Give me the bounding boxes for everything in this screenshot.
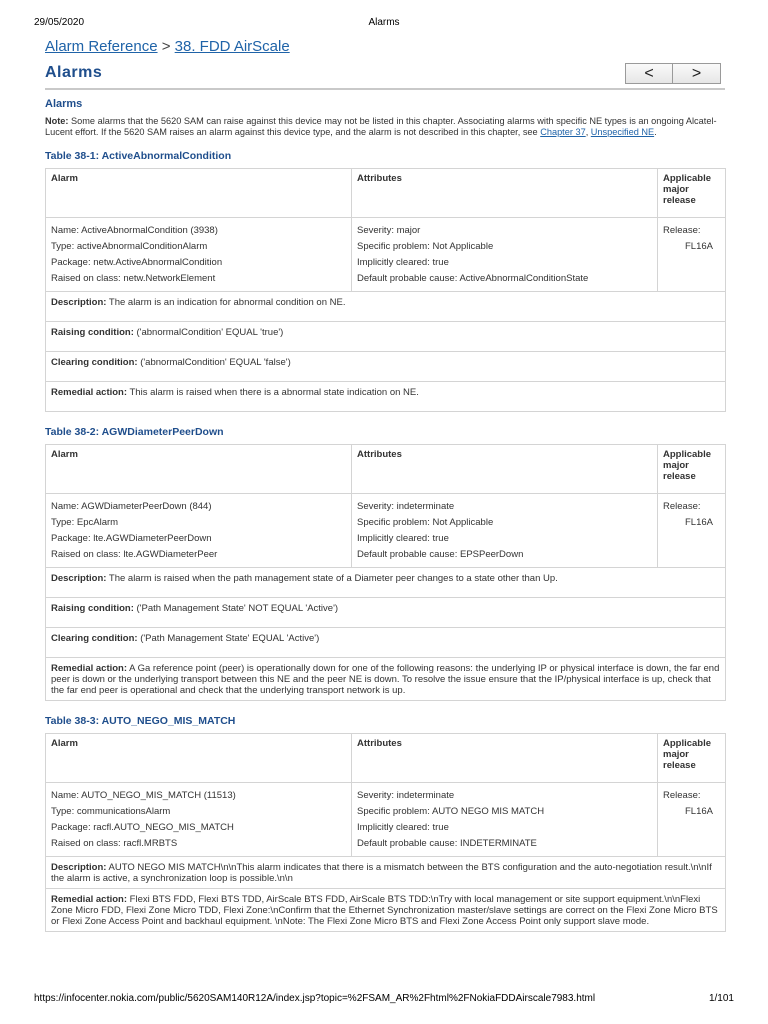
header-release: Applicable major release — [658, 734, 726, 783]
note-separator: , — [585, 127, 591, 137]
remedial-action-row — [46, 658, 726, 701]
title-bar — [45, 62, 725, 90]
chevron-right-icon: > — [691, 64, 702, 82]
breadcrumb-link-fdd-airscale[interactable]: 38. FDD AirScale — [174, 38, 290, 55]
alarm-table — [45, 733, 726, 932]
next-page-button[interactable] — [673, 63, 721, 84]
previous-page-button[interactable] — [625, 63, 673, 84]
release-label: Release: — [663, 501, 701, 512]
attr-implicitly-cleared: Implicitly cleared: true — [357, 533, 449, 544]
attr-severity: Severity: major — [357, 225, 421, 236]
alarm-package: Package: racfl.AUTO_NEGO_MIS_MATCH — [51, 822, 234, 833]
attributes-cell — [352, 783, 658, 857]
link-unspecified-ne[interactable]: Unspecified NE — [590, 127, 655, 137]
header-attributes: Attributes — [352, 169, 658, 218]
clearing-label: Clearing condition: — [51, 633, 138, 644]
remedial-text: This alarm is raised when there is a abnormal state indication on NE. — [127, 387, 419, 398]
clearing-text: ('Path Management State' EQUAL 'Active') — [137, 633, 320, 644]
raising-label: Raising condition: — [51, 327, 134, 338]
table-header-row — [46, 734, 726, 783]
release-cell — [658, 218, 726, 292]
note-paragraph — [45, 116, 725, 138]
alarm-raised-on: Raised on class: netw.NetworkElement — [51, 273, 216, 284]
release-value: FL16A — [685, 517, 713, 528]
note-text: Some alarms that the 5620 SAM can raise against this device may not be listed in this chapter. Associating alarms with specific NE types is an ongoing Alcatel-Lucent effort. If the 5620 SAM raises an alarm against this device type, and the alarm is not described in this chapter, see — [45, 116, 717, 137]
remedial-text: A Ga reference point (peer) is operationally down for one of the following reasons: the underlying IP or physical interface is down, the far end peer is down or the underlying transport between this NE and the peer NE is down. To resolve the issue ensure that the IP/physical interface is up, check that the far end peer is operational and check that the underlying transport network is up. — [51, 663, 720, 696]
raising-condition-row — [46, 598, 726, 628]
print-footer — [34, 993, 734, 1007]
alarm-type: Type: activeAbnormalConditionAlarm — [51, 241, 208, 252]
raising-label: Raising condition: — [51, 603, 134, 614]
alarm-name: Name: AUTO_NEGO_MIS_MATCH (11513) — [51, 790, 236, 801]
breadcrumb — [45, 38, 290, 55]
header-attributes: Attributes — [352, 445, 658, 494]
remedial-label: Remedial action: — [51, 663, 128, 674]
header-release: Applicable major release — [658, 445, 726, 494]
clearing-label: Clearing condition: — [51, 357, 138, 368]
attr-specific-problem: Specific problem: AUTO NEGO MIS MATCH — [357, 806, 545, 817]
attr-probable-cause: Default probable cause: EPSPeerDown — [357, 549, 524, 560]
header-alarm: Alarm — [46, 734, 352, 783]
print-date: 29/05/2020 — [34, 17, 85, 28]
alarm-raised-on: Raised on class: lte.AGWDiameterPeer — [51, 549, 218, 560]
alarm-name: Name: AGWDiameterPeerDown (844) — [51, 501, 212, 512]
print-title: Alarms — [368, 17, 400, 28]
description-text: AUTO NEGO MIS MATCH\n\nThis alarm indicates that there is a mismatch between the BTS configuration and the auto-negotiation result.\n\nIf the alarm is active, a synchronization loop is possible.\n\n — [51, 862, 712, 884]
raising-text: ('abnormalCondition' EQUAL 'true') — [133, 327, 284, 338]
description-row — [46, 292, 726, 322]
attr-probable-cause: Default probable cause: ActiveAbnormalConditionState — [357, 273, 589, 284]
alarm-package: Package: netw.ActiveAbnormalCondition — [51, 257, 223, 268]
attr-severity: Severity: indeterminate — [357, 790, 455, 801]
raising-condition-row — [46, 322, 726, 352]
table-header-row — [46, 169, 726, 218]
description-row — [46, 568, 726, 598]
release-value: FL16A — [685, 241, 713, 252]
description-text: The alarm is raised when the path management state of a Diameter peer changes to a state other than Up. — [106, 573, 558, 584]
header-release: Applicable major release — [658, 169, 726, 218]
header-alarm: Alarm — [46, 445, 352, 494]
section-title: Alarms — [45, 98, 83, 110]
raising-text: ('Path Management State' NOT EQUAL 'Active') — [133, 603, 339, 614]
page-number: 1/101 — [708, 993, 734, 1004]
attributes-cell — [352, 218, 658, 292]
description-label: Description: — [51, 297, 107, 308]
release-label: Release: — [663, 225, 701, 236]
description-label: Description: — [51, 573, 107, 584]
alarm-type: Type: EpcAlarm — [51, 517, 119, 528]
note-label: Note: — [45, 116, 69, 126]
table-caption: Table 38-1: ActiveAbnormalCondition — [45, 150, 232, 162]
remedial-label: Remedial action: — [51, 894, 128, 905]
note-end: . — [654, 127, 657, 137]
table-caption: Table 38-3: AUTO_NEGO_MIS_MATCH — [45, 715, 236, 727]
alarm-name: Name: ActiveAbnormalCondition (3938) — [51, 225, 218, 236]
table-row — [46, 218, 726, 292]
header-attributes: Attributes — [352, 734, 658, 783]
remedial-text: Flexi BTS FDD, Flexi BTS TDD, AirScale BTS FDD, AirScale BTS TDD:\nTry with local management or site support equipment.\n\nFlexi Zone Micro FDD, Flexi Zone Micro TDD, Flexi Zone:\nConfirm that the Ethernet Synchronization master/slave settings are correct on the Flexi Zone Micro BTS or Flexi Zone Access Point and backhaul equipment. \nNote: The Flexi Zone Micro BTS and Flexi Zone Access Point only support slave mode. — [51, 894, 718, 927]
description-text: The alarm is an indication for abnormal condition on NE. — [106, 297, 346, 308]
page-nav — [625, 63, 721, 84]
header-alarm: Alarm — [46, 169, 352, 218]
main-content — [45, 98, 725, 946]
alarm-cell — [46, 218, 352, 292]
attr-probable-cause: Default probable cause: INDETERMINATE — [357, 838, 537, 849]
description-label: Description: — [51, 862, 107, 873]
remedial-action-row — [46, 889, 726, 932]
breadcrumb-link-alarm-reference[interactable]: Alarm Reference — [45, 38, 158, 55]
table-row — [46, 783, 726, 857]
attr-specific-problem: Specific problem: Not Applicable — [357, 241, 494, 252]
print-header — [34, 17, 734, 31]
release-cell — [658, 494, 726, 568]
clearing-text: ('abnormalCondition' EQUAL 'false') — [137, 357, 291, 368]
table-caption: Table 38-2: AGWDiameterPeerDown — [45, 426, 224, 438]
release-value: FL16A — [685, 806, 713, 817]
attr-implicitly-cleared: Implicitly cleared: true — [357, 822, 449, 833]
remedial-label: Remedial action: — [51, 387, 128, 398]
clearing-condition-row — [46, 628, 726, 658]
table-row — [46, 494, 726, 568]
attr-severity: Severity: indeterminate — [357, 501, 455, 512]
alarm-type: Type: communicationsAlarm — [51, 806, 171, 817]
attr-implicitly-cleared: Implicitly cleared: true — [357, 257, 449, 268]
chevron-left-icon: < — [644, 64, 654, 82]
breadcrumb-separator: > — [161, 38, 171, 55]
remedial-action-row — [46, 382, 726, 412]
page-title: Alarms — [45, 64, 103, 81]
alarm-cell — [46, 783, 352, 857]
alarm-table — [45, 444, 726, 701]
release-label: Release: — [663, 790, 701, 801]
clearing-condition-row — [46, 352, 726, 382]
alarm-table — [45, 168, 726, 412]
attributes-cell — [352, 494, 658, 568]
description-row — [46, 857, 726, 889]
link-chapter-37[interactable]: Chapter 37 — [540, 127, 586, 137]
alarm-cell — [46, 494, 352, 568]
release-cell — [658, 783, 726, 857]
alarm-package: Package: lte.AGWDiameterPeerDown — [51, 533, 212, 544]
alarm-raised-on: Raised on class: racfl.MRBTS — [51, 838, 178, 849]
print-url: https://infocenter.nokia.com/public/5620SAM140R12A/index.jsp?topic=%2FSAM_AR%2Fhtml%2FNokiaFDDAirscale7983.html — [34, 993, 596, 1004]
table-header-row — [46, 445, 726, 494]
attr-specific-problem: Specific problem: Not Applicable — [357, 517, 494, 528]
